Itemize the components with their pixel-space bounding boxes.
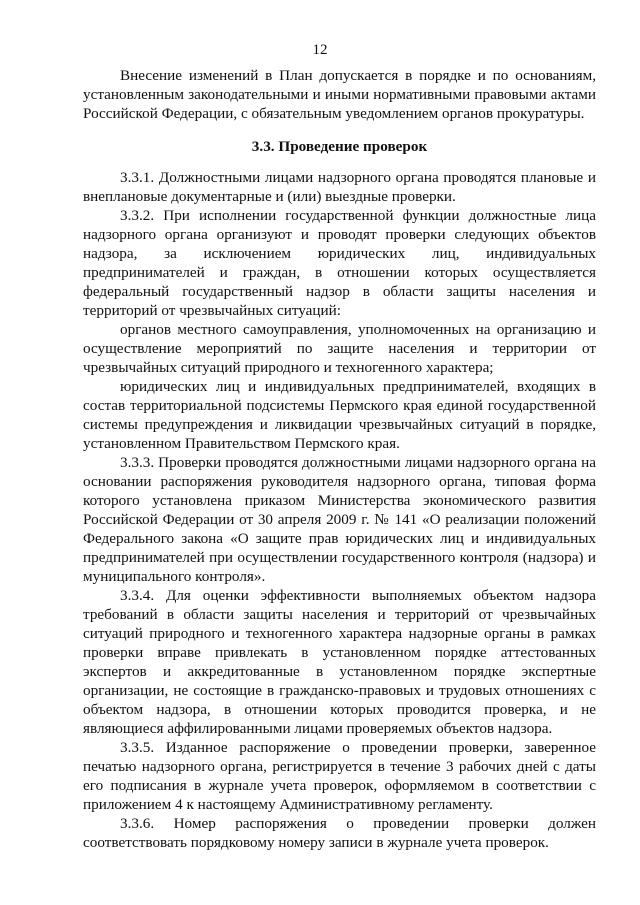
section-heading: 3.3. Проведение проверок bbox=[251, 138, 428, 155]
list-item-legal-entities: юридических лиц и индивидуальных предпринимателей, входящих в состав территориальной подсистемы Пермского края единой государственной системы предупреждения и ликвидации чрезвычайных ситуаций в порядке, установленном Правительством Пермского края. bbox=[83, 378, 596, 452]
paragraph-3-3-4: 3.3.4. Для оценки эффективности выполняемых объектом надзора требований в области защиты населения и территорий от чрезвычайных ситуаций природного и техногенного характера надзорные органы в рамках проверки вправе привлекать в установленном порядке аттестованных экспертов и аккредитованные в установленном порядке экспертные организации, не состоящие в гражданско-правовых и трудовых отношениях с объектом надзора, в отношении которых проводится проверка, и не являющиеся аффилированными лицами проверяемых объектов надзора. bbox=[83, 587, 596, 737]
paragraph-3-3-6: 3.3.6. Номер распоряжения о проведении проверки должен соответствовать порядковому номеру записи в журнале учета проверок. bbox=[83, 815, 596, 851]
paragraph-3-3-1: 3.3.1. Должностными лицами надзорного органа проводятся плановые и внеплановые документарные и (или) выездные проверки. bbox=[83, 169, 596, 205]
paragraph-3-3-3: 3.3.3. Проверки проводятся должностными лицами надзорного органа на основании распоряжения руководителя надзорного органа, типовая форма которого установлена приказом Министерства экономического развития Российской Федерации от 30 апреля 2009 г. № 141 «О реализации положений Федерального закона «О защите прав юридических лиц и индивидуальных предпринимателей при осуществлении государственного контроля (надзора) и муниципального контроля». bbox=[83, 454, 596, 585]
list-item-local-government: органов местного самоуправления, уполномоченных на организацию и осуществление мероприятий по защите населения и территории от чрезвычайных ситуаций природного и техногенного характера; bbox=[83, 321, 596, 376]
paragraph-3-3-2: 3.3.2. При исполнении государственной функции должностные лица надзорного органа организуют и проводят проверки следующих объектов надзора, за исключением юридических лиц, индивидуальных предпринимателей и граждан, в отношении которых осуществляется федеральный государственный надзор в области защиты населения и территорий от чрезвычайных ситуаций: bbox=[83, 207, 596, 319]
intro-paragraph: Внесение изменений в План допускается в порядке и по основаниям, установленным законодательными и иными нормативными правовыми актами Российской Федерации, с обязательным уведомлением органов прокуратуры. bbox=[83, 67, 596, 122]
paragraph-3-3-5: 3.3.5. Изданное распоряжение о проведении проверки, заверенное печатью надзорного органа, регистрируется в течение 3 рабочих дней с даты его подписания в журнале учета проверок, оформляемом в соответствии с приложением 4 к настоящему Административному регламенту. bbox=[83, 739, 596, 813]
page-number: 12 bbox=[312, 42, 328, 58]
page-content bbox=[83, 66, 596, 852]
